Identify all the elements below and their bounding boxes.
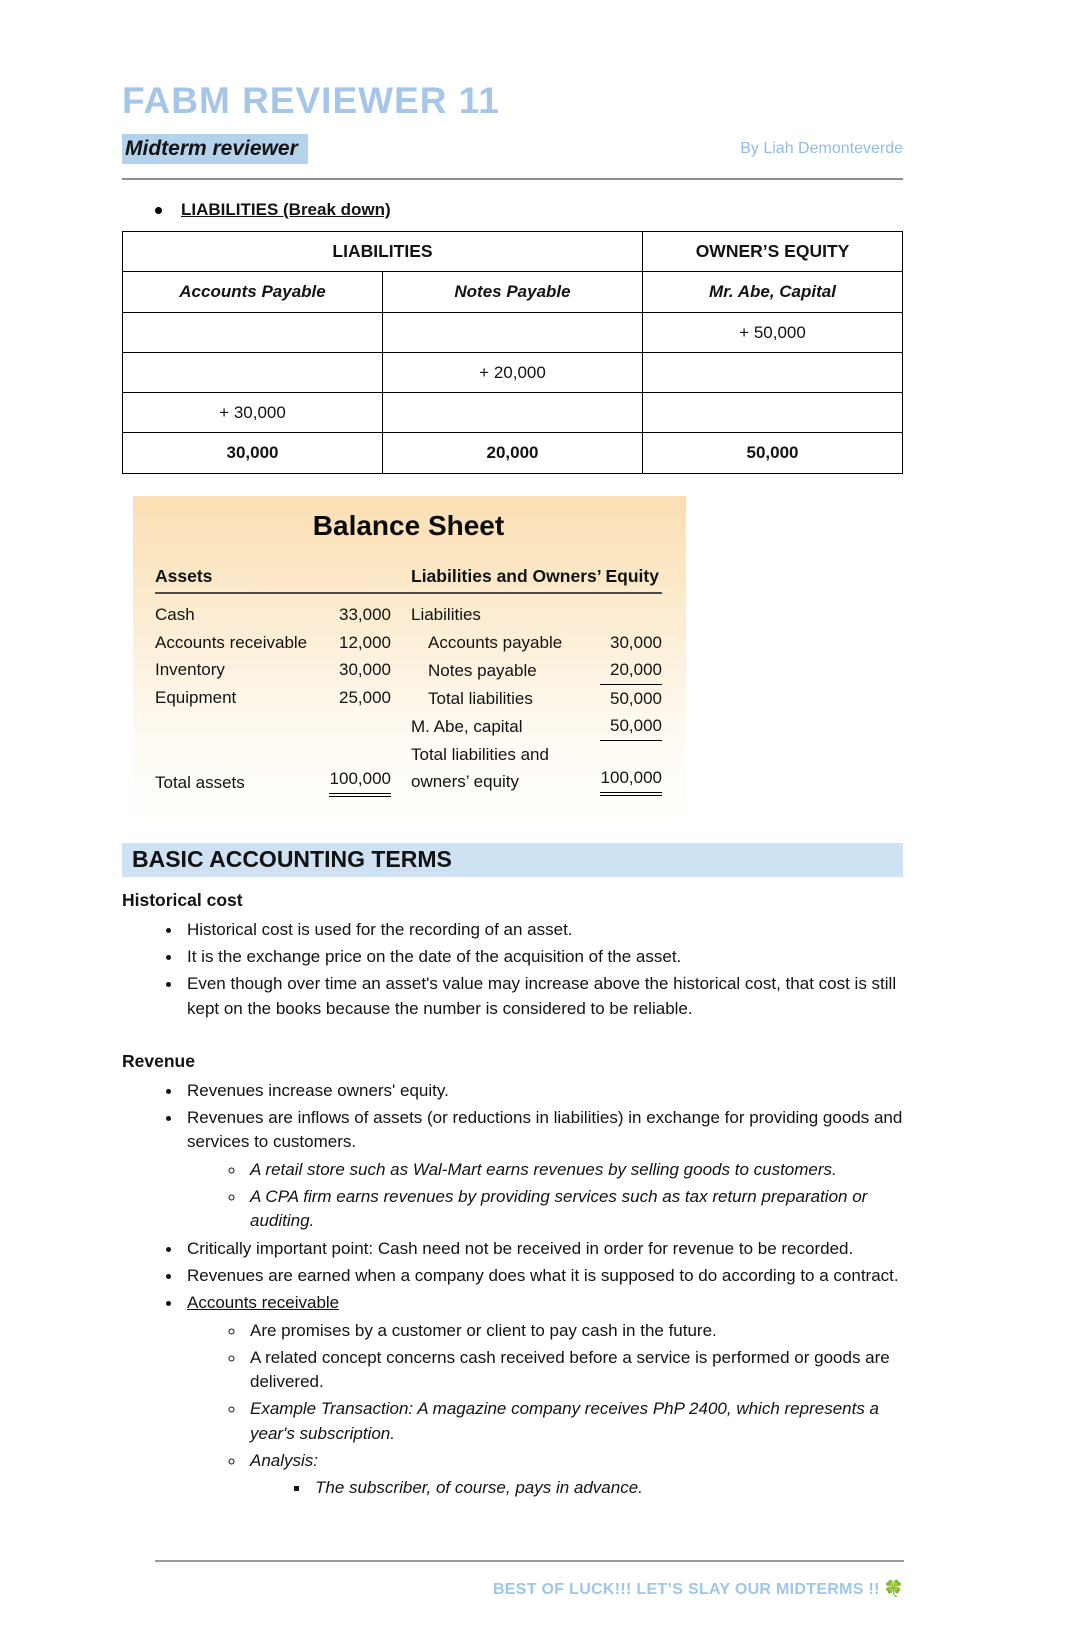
historical-cost-heading: Historical cost [122, 889, 243, 910]
table-cell: + 20,000 [383, 353, 643, 393]
revenue-list [122, 1079, 903, 1501]
total-assets-value: 100,000 [329, 765, 391, 797]
list-item [245, 1346, 903, 1395]
asset-row [155, 629, 391, 657]
footer-message-row [155, 1579, 904, 1599]
list-item-text: Analysis: [250, 1451, 319, 1470]
table-cell [123, 353, 383, 393]
table-cell [123, 313, 383, 353]
table-cell [643, 353, 903, 393]
revenue-heading: Revenue [122, 1050, 195, 1071]
footer-divider [155, 1560, 904, 1562]
balance-sheet-header-row [155, 566, 662, 594]
total-assets-label: Total assets [155, 773, 245, 793]
asset-value: 25,000 [339, 687, 391, 707]
list-item-text: It is the exchange price on the date of the acquisition of the asset. [187, 946, 682, 966]
capital-value: 50,000 [600, 712, 662, 741]
list-item-text: Revenues increase owners' equity. [187, 1080, 449, 1100]
list-item-text: A CPA firm earns revenues by providing services such as tax return preparation or auditing. [250, 1187, 868, 1231]
table-row [123, 353, 903, 393]
list-item [245, 1185, 903, 1234]
table-totals-row [123, 433, 903, 474]
liability-row [411, 656, 662, 685]
table-cell [643, 393, 903, 433]
list-item [245, 1158, 903, 1182]
liability-row [411, 629, 662, 657]
list-item [182, 918, 903, 942]
list-item [182, 1291, 903, 1500]
table-cell [383, 313, 643, 353]
page-title: FABM REVIEWER 11 [122, 80, 500, 121]
byline: By Liah Demonteverde [740, 140, 903, 157]
list-item-text: Historical cost is used for the recording of an asset. [187, 919, 573, 939]
table-row [123, 313, 903, 353]
table-row [123, 393, 903, 433]
clover-icon: 🍀 [883, 1581, 904, 1598]
asset-row [155, 601, 391, 629]
list-item-text: A retail store such as Wal-Mart earns revenues by selling goods to customers. [250, 1159, 837, 1179]
liability-row [411, 685, 662, 713]
analysis-list [250, 1476, 903, 1500]
liability-label: Notes payable [428, 661, 537, 681]
terms-section-heading: BASIC ACCOUNTING TERMS [122, 843, 903, 877]
historical-cost-list [122, 918, 903, 1021]
liability-value: 30,000 [610, 632, 662, 652]
list-item-text: Revenues are inflows of assets (or reductions in liabilities) in exchange for providing goods and services to customers. [187, 1108, 903, 1152]
asset-value: 30,000 [339, 660, 391, 680]
footer-message: BEST OF LUCK!!! LET’S SLAY OUR MIDTERMS !! [492, 1581, 880, 1598]
list-item [182, 1237, 903, 1261]
total-assets-row [155, 765, 391, 797]
assets-column [155, 601, 411, 797]
col-header-notes-payable: Notes Payable [383, 272, 643, 313]
table-cell: + 50,000 [643, 313, 903, 353]
table-cell [383, 393, 643, 433]
col-header-mr-abe-capital: Mr. Abe, Capital [643, 272, 903, 313]
asset-label: Inventory [155, 660, 225, 680]
table-column-header-row [123, 272, 903, 313]
list-item [182, 1079, 903, 1103]
top-divider [122, 178, 903, 180]
table-cell: + 30,000 [123, 393, 383, 433]
liabilities-table [122, 231, 903, 474]
page-footer [155, 1560, 904, 1599]
list-item-text: The subscriber, of course, pays in advance. [315, 1478, 643, 1498]
bullet-dot [155, 207, 162, 214]
total-owners-equity: 50,000 [643, 433, 903, 474]
list-item-text: Revenues are earned when a company does what it is supposed to do according to a contract. [187, 1265, 899, 1285]
assets-header: Assets [155, 566, 213, 586]
list-item [245, 1449, 903, 1501]
balance-sheet-title: Balance Sheet [312, 510, 505, 541]
list-item [182, 1106, 903, 1233]
total-liabilities-equity-label: Total liabilities and owners’ equity [411, 744, 549, 792]
col-header-accounts-payable: Accounts Payable [123, 272, 383, 313]
balance-sheet-body [155, 601, 662, 797]
liabilities-breakdown-section [122, 200, 903, 474]
list-item-text: A related concept concerns cash received before a service is performed or goods are delivered. [250, 1347, 890, 1392]
asset-value: 33,000 [339, 605, 391, 624]
liabilities-group-row [411, 601, 662, 629]
list-item [182, 972, 903, 1021]
liability-value: 20,000 [600, 656, 662, 685]
asset-label: Cash [155, 605, 195, 624]
asset-row [155, 684, 391, 712]
asset-row [155, 656, 391, 684]
liability-label: Total liabilities [428, 688, 533, 708]
asset-value: 12,000 [339, 632, 391, 652]
liabilities-heading-label: LIABILITIES (Break down) [181, 200, 391, 219]
total-liabilities-equity-row [411, 741, 662, 796]
table-group-header-row [123, 232, 903, 272]
total-liabilities-equity-value: 100,000 [600, 764, 662, 796]
liability-value: 50,000 [610, 688, 662, 708]
asset-label: Accounts receivable [155, 632, 308, 652]
list-item [310, 1476, 903, 1500]
list-item-text: Critically important point: Cash need not be received in order for revenue to be recorded. [187, 1238, 854, 1258]
page-subtitle: Midterm reviewer [122, 134, 308, 164]
liabilities-heading [122, 200, 903, 220]
list-item-text: Example Transaction: A magazine company receives PhP 2400, which represents a year's subscription. [250, 1399, 879, 1443]
group-header-owners-equity: OWNER’S EQUITY [643, 232, 903, 272]
capital-label: M. Abe, capital [411, 717, 523, 737]
capital-row [411, 712, 662, 741]
total-notes-payable: 20,000 [383, 433, 643, 474]
subtitle-row [122, 134, 903, 164]
liabilities-group-label: Liabilities [411, 605, 481, 624]
list-item-text: Are promises by a customer or client to pay cash in the future. [250, 1320, 717, 1340]
list-item [182, 945, 903, 969]
liabilities-equity-column [411, 601, 662, 797]
group-header-liabilities: LIABILITIES [123, 232, 643, 272]
liability-label: Accounts payable [428, 632, 563, 652]
total-accounts-payable: 30,000 [123, 433, 383, 474]
list-item [182, 1264, 903, 1288]
accounts-receivable-label: Accounts receivable [187, 1293, 340, 1313]
list-item-text: Even though over time an asset's value may increase above the historical cost, that cost is still kept on the books because the number is considered to be reliable. [187, 974, 897, 1018]
asset-label: Equipment [155, 687, 237, 707]
revenue-examples-list [187, 1158, 903, 1234]
balance-sheet [133, 496, 686, 819]
accounts-receivable-list [187, 1319, 903, 1501]
list-item [245, 1319, 903, 1343]
liabilities-equity-header: Liabilities and Owners’ Equity [411, 566, 659, 586]
list-item [245, 1397, 903, 1446]
